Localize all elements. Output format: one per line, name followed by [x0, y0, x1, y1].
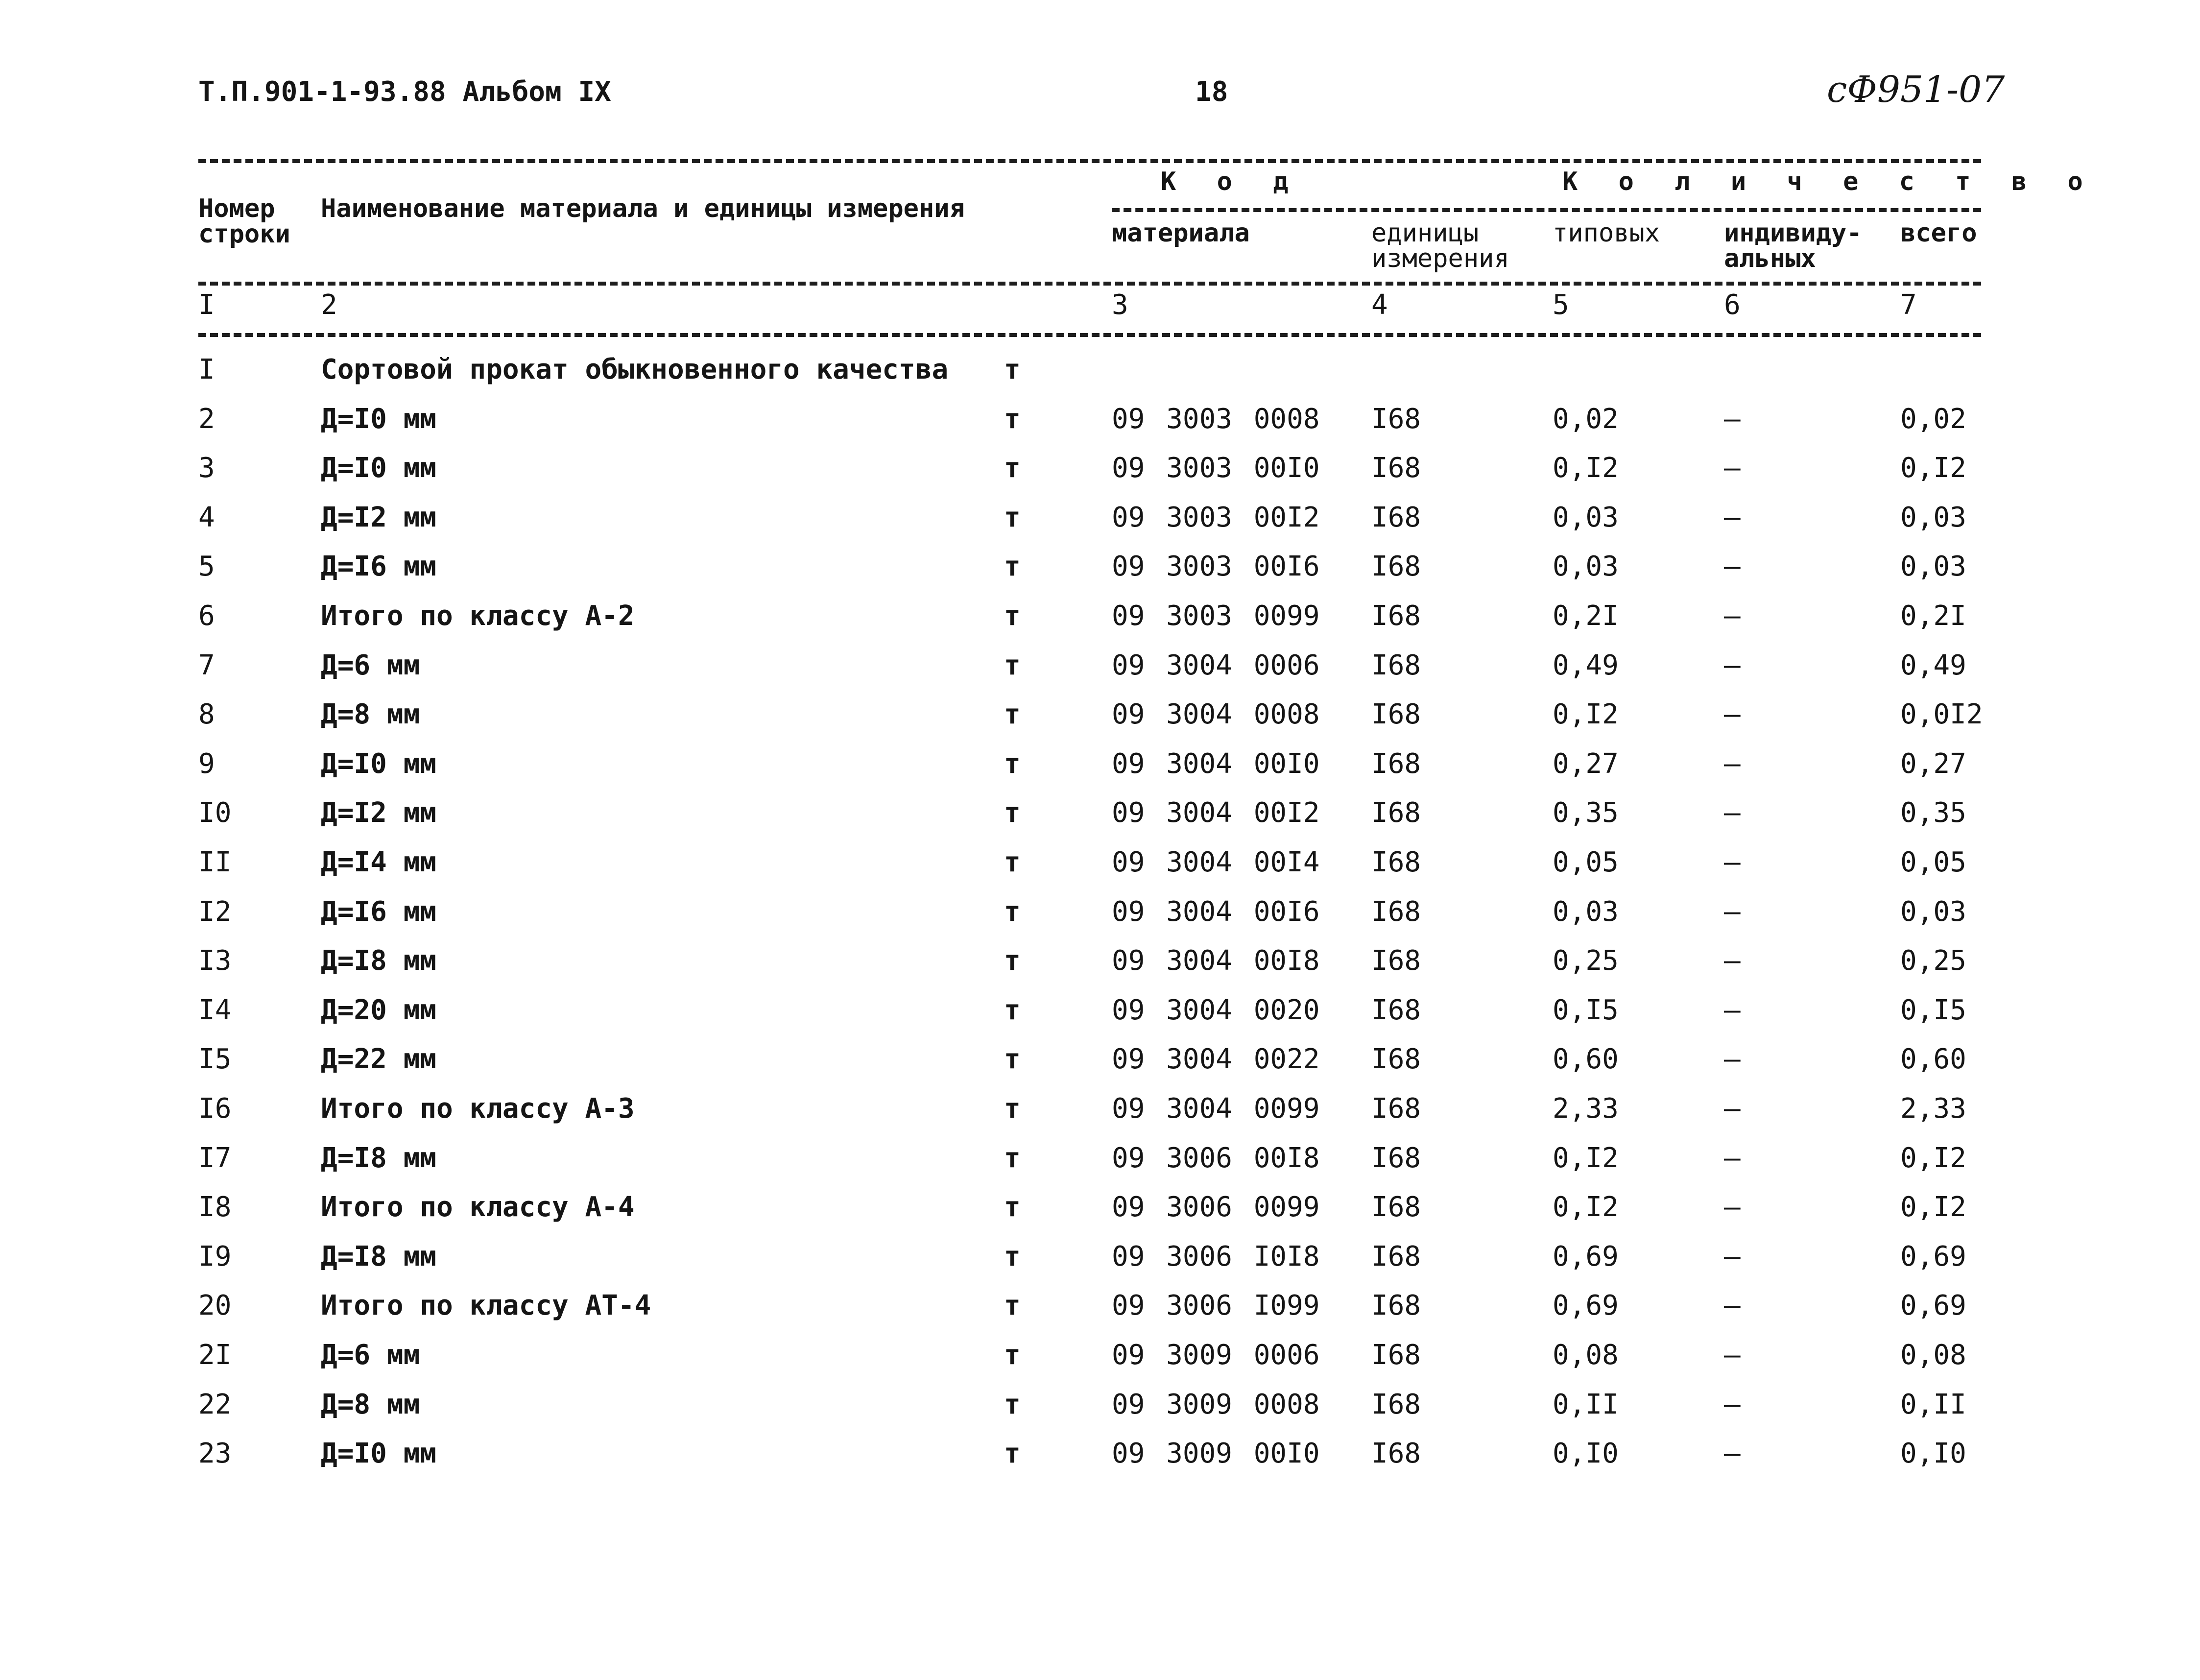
- table-row: [0, 641, 2200, 690]
- table-row: [0, 345, 2200, 394]
- material-code: 09 3003 0099: [1112, 600, 1320, 632]
- col-header-code-unit-line2: измерения: [1371, 244, 1509, 273]
- material-code: 09 3003 00I2: [1112, 501, 1320, 533]
- quantity-typical: 0,03: [1553, 895, 1619, 928]
- col-number-7: 7: [1900, 289, 1917, 321]
- table-row: [0, 1232, 2200, 1281]
- material-code: 09 3004 00I2: [1112, 797, 1320, 829]
- unit-code: I68: [1371, 846, 1421, 878]
- unit-code: I68: [1371, 1191, 1421, 1224]
- material-code: 09 3003 00I0: [1112, 452, 1320, 484]
- material-name: Сортовой прокат обыкновенного качества: [321, 354, 949, 385]
- material-code: 09 3009 0008: [1112, 1388, 1320, 1420]
- col-header-row-no-line1: Номер: [198, 194, 275, 223]
- material-code: 09 3004 0020: [1112, 994, 1320, 1026]
- quantity-total: 0,69: [1900, 1240, 1966, 1272]
- quantity-typical: 0,03: [1553, 551, 1619, 583]
- quantity-typical: 0,03: [1553, 501, 1619, 533]
- quantity-individual: –: [1724, 452, 1741, 484]
- unit-code: I68: [1371, 403, 1421, 435]
- unit-of-measure: т: [1004, 1240, 1021, 1272]
- material-code: 09 3004 00I6: [1112, 895, 1320, 928]
- table-row: [0, 1429, 2200, 1478]
- unit-of-measure: т: [1004, 354, 1021, 385]
- quantity-total: 0,I2: [1900, 1142, 1966, 1174]
- unit-of-measure: т: [1004, 1290, 1021, 1322]
- quantity-total: 0,0I2: [1900, 698, 1983, 731]
- material-name: Д=I4 мм: [321, 846, 437, 878]
- col-number-3: 3: [1112, 289, 1128, 321]
- quantity-typical: 0,05: [1553, 846, 1619, 878]
- material-name: Д=I6 мм: [321, 895, 437, 928]
- unit-code: I68: [1371, 1043, 1421, 1076]
- material-name: Д=22 мм: [321, 1043, 437, 1076]
- unit-of-measure: т: [1004, 1339, 1021, 1371]
- document-id: Т.П.901-1-93.88 Альбом IX: [198, 76, 611, 108]
- material-name: Д=I0 мм: [321, 747, 437, 780]
- unit-code: I68: [1371, 797, 1421, 829]
- quantity-individual: –: [1724, 797, 1741, 829]
- material-name: Д=I6 мм: [321, 551, 437, 583]
- unit-of-measure: т: [1004, 501, 1021, 533]
- table-row: [0, 493, 2200, 542]
- col-header-individual-line1: индивиду-: [1724, 218, 1862, 248]
- material-code: 09 3006 I099: [1112, 1290, 1320, 1322]
- material-name: Д=I0 мм: [321, 403, 437, 435]
- quantity-typical: 0,60: [1553, 1043, 1619, 1076]
- col-header-total: всего: [1900, 218, 1977, 248]
- row-number: 2: [198, 403, 215, 435]
- quantity-typical: 0,69: [1553, 1240, 1619, 1272]
- unit-of-measure: т: [1004, 895, 1021, 928]
- quantity-typical: 0,I2: [1553, 1142, 1619, 1174]
- quantity-individual: –: [1724, 846, 1741, 878]
- col-header-typical: типовых: [1553, 218, 1660, 248]
- unit-code: I68: [1371, 1438, 1421, 1470]
- row-number: 8: [198, 698, 215, 731]
- quantity-total: 0,02: [1900, 403, 1966, 435]
- quantity-typical: 0,35: [1553, 797, 1619, 829]
- unit-of-measure: т: [1004, 1438, 1021, 1470]
- quantity-individual: –: [1724, 747, 1741, 780]
- unit-code: I68: [1371, 698, 1421, 731]
- unit-of-measure: т: [1004, 846, 1021, 878]
- row-number: 4: [198, 501, 215, 533]
- quantity-total: 0,II: [1900, 1388, 1966, 1420]
- row-number: I8: [198, 1191, 232, 1224]
- row-number: 3: [198, 452, 215, 484]
- material-name: Д=I2 мм: [321, 501, 437, 533]
- material-name: Д=I8 мм: [321, 1142, 437, 1174]
- col-header-individual-line2: альных: [1724, 244, 1816, 273]
- material-code: 09 3006 0099: [1112, 1191, 1320, 1224]
- row-number: I4: [198, 994, 232, 1026]
- unit-code: I68: [1371, 551, 1421, 583]
- quantity-total: 0,05: [1900, 846, 1966, 878]
- quantity-individual: –: [1724, 1191, 1741, 1224]
- unit-code: I68: [1371, 1142, 1421, 1174]
- quantity-individual: –: [1724, 600, 1741, 632]
- table-row: [0, 1331, 2200, 1380]
- row-number: I6: [198, 1093, 232, 1125]
- quantity-typical: 2,33: [1553, 1093, 1619, 1125]
- quantity-total: 0,2I: [1900, 600, 1966, 632]
- row-number: 9: [198, 747, 215, 780]
- material-name: Д=6 мм: [321, 649, 420, 681]
- material-name: Итого по классу А-2: [321, 600, 635, 632]
- quantity-total: 0,08: [1900, 1339, 1966, 1371]
- table-row: [0, 1183, 2200, 1232]
- col-number-5: 5: [1553, 289, 1569, 321]
- row-number: I7: [198, 1142, 232, 1174]
- col-number-6: 6: [1724, 289, 1741, 321]
- row-number: I5: [198, 1043, 232, 1076]
- col-header-code-unit-line1: единицы: [1371, 218, 1479, 248]
- unit-of-measure: т: [1004, 797, 1021, 829]
- table-row: [0, 1281, 2200, 1330]
- table-row: [0, 986, 2200, 1035]
- col-number-1: I: [198, 289, 215, 321]
- unit-code: I68: [1371, 895, 1421, 928]
- unit-code: I68: [1371, 747, 1421, 780]
- row-number: 20: [198, 1290, 232, 1322]
- unit-of-measure: т: [1004, 1142, 1021, 1174]
- material-code: 09 3004 0008: [1112, 698, 1320, 731]
- unit-of-measure: т: [1004, 600, 1021, 632]
- quantity-typical: 0,2I: [1553, 600, 1619, 632]
- table-row: [0, 1084, 2200, 1133]
- unit-of-measure: т: [1004, 1093, 1021, 1125]
- quantity-individual: –: [1724, 403, 1741, 435]
- table-row: [0, 690, 2200, 739]
- quantity-typical: 0,49: [1553, 649, 1619, 681]
- material-name: Д=I0 мм: [321, 452, 437, 484]
- unit-code: I68: [1371, 501, 1421, 533]
- table-row: [0, 1380, 2200, 1429]
- quantity-typical: 0,I5: [1553, 994, 1619, 1026]
- row-number: 5: [198, 551, 215, 583]
- material-code: 09 3003 00I6: [1112, 551, 1320, 583]
- material-name: Д=I8 мм: [321, 945, 437, 977]
- row-number: 6: [198, 600, 215, 632]
- unit-code: I68: [1371, 452, 1421, 484]
- col-number-2: 2: [321, 289, 337, 321]
- col-header-code-material: материала: [1112, 218, 1250, 248]
- material-name: Итого по классу А-4: [321, 1191, 635, 1224]
- row-number: I: [198, 354, 215, 385]
- quantity-typical: 0,25: [1553, 945, 1619, 977]
- quantity-individual: –: [1724, 649, 1741, 681]
- material-name: Д=I0 мм: [321, 1438, 437, 1470]
- unit-of-measure: т: [1004, 1043, 1021, 1076]
- row-number: 2I: [198, 1339, 232, 1371]
- quantity-total: 0,25: [1900, 945, 1966, 977]
- row-number: 22: [198, 1388, 232, 1420]
- unit-of-measure: т: [1004, 551, 1021, 583]
- unit-code: I68: [1371, 1388, 1421, 1420]
- material-code: 09 3004 0022: [1112, 1043, 1320, 1076]
- quantity-individual: –: [1724, 1142, 1741, 1174]
- quantity-total: 2,33: [1900, 1093, 1966, 1125]
- material-name: Д=I8 мм: [321, 1240, 437, 1272]
- table-row: [0, 395, 2200, 444]
- unit-of-measure: т: [1004, 403, 1021, 435]
- col-group-code: К о д: [1161, 167, 1301, 196]
- unit-code: I68: [1371, 649, 1421, 681]
- quantity-individual: –: [1724, 1438, 1741, 1470]
- quantity-typical: 0,I0: [1553, 1438, 1619, 1470]
- unit-of-measure: т: [1004, 649, 1021, 681]
- quantity-typical: 0,27: [1553, 747, 1619, 780]
- row-number: I3: [198, 945, 232, 977]
- unit-code: I68: [1371, 994, 1421, 1026]
- quantity-typical: 0,I2: [1553, 452, 1619, 484]
- quantity-total: 0,27: [1900, 747, 1966, 780]
- quantity-individual: –: [1724, 1240, 1741, 1272]
- row-number: I2: [198, 895, 232, 928]
- material-name: Д=8 мм: [321, 1388, 420, 1420]
- material-name: Д=6 мм: [321, 1339, 420, 1371]
- table-row: [0, 740, 2200, 789]
- col-number-4: 4: [1371, 289, 1388, 321]
- unit-code: I68: [1371, 945, 1421, 977]
- quantity-individual: –: [1724, 501, 1741, 533]
- row-number: 23: [198, 1438, 232, 1470]
- quantity-total: 0,49: [1900, 649, 1966, 681]
- quantity-typical: 0,I2: [1553, 1191, 1619, 1224]
- material-code: 09 3009 0006: [1112, 1339, 1320, 1371]
- col-header-name: Наименование материала и единицы измерения: [321, 194, 965, 223]
- material-code: 09 3004 00I4: [1112, 846, 1320, 878]
- quantity-total: 0,69: [1900, 1290, 1966, 1322]
- col-header-row-no-line2: строки: [198, 219, 290, 249]
- quantity-individual: –: [1724, 945, 1741, 977]
- unit-code: I68: [1371, 1290, 1421, 1322]
- unit-of-measure: т: [1004, 452, 1021, 484]
- quantity-typical: 0,08: [1553, 1339, 1619, 1371]
- unit-code: I68: [1371, 1339, 1421, 1371]
- material-code: 09 3003 0008: [1112, 403, 1320, 435]
- quantity-total: 0,35: [1900, 797, 1966, 829]
- unit-of-measure: т: [1004, 994, 1021, 1026]
- row-number: II: [198, 846, 232, 878]
- quantity-individual: –: [1724, 698, 1741, 731]
- table-row: [0, 1035, 2200, 1084]
- material-code: 09 3009 00I0: [1112, 1438, 1320, 1470]
- quantity-total: 0,I2: [1900, 1191, 1966, 1224]
- material-code: 09 3004 00I8: [1112, 945, 1320, 977]
- quantity-individual: –: [1724, 1043, 1741, 1076]
- row-number: 7: [198, 649, 215, 681]
- quantity-individual: –: [1724, 551, 1741, 583]
- unit-code: I68: [1371, 1240, 1421, 1272]
- material-code: 09 3006 I0I8: [1112, 1240, 1320, 1272]
- quantity-typical: 0,69: [1553, 1290, 1619, 1322]
- quantity-total: 0,I0: [1900, 1438, 1966, 1470]
- quantity-total: 0,I2: [1900, 452, 1966, 484]
- table-row: [0, 592, 2200, 641]
- unit-of-measure: т: [1004, 747, 1021, 780]
- unit-of-measure: т: [1004, 945, 1021, 977]
- material-name: Д=8 мм: [321, 698, 420, 731]
- quantity-individual: –: [1724, 1388, 1741, 1420]
- quantity-typical: 0,II: [1553, 1388, 1619, 1420]
- material-name: Д=20 мм: [321, 994, 437, 1026]
- table-row: [0, 888, 2200, 936]
- quantity-individual: –: [1724, 1093, 1741, 1125]
- table-row: [0, 444, 2200, 493]
- quantity-total: 0,03: [1900, 895, 1966, 928]
- material-code: 09 3004 0099: [1112, 1093, 1320, 1125]
- quantity-individual: –: [1724, 994, 1741, 1026]
- handwritten-stamp: сФ951-07: [1827, 69, 2005, 111]
- page-number: 18: [1195, 76, 1228, 108]
- table-row: [0, 838, 2200, 887]
- table-row: [0, 1134, 2200, 1183]
- quantity-total: 0,03: [1900, 501, 1966, 533]
- unit-of-measure: т: [1004, 1388, 1021, 1420]
- table-row: [0, 789, 2200, 838]
- quantity-individual: –: [1724, 1339, 1741, 1371]
- row-number: I9: [198, 1240, 232, 1272]
- quantity-total: 0,03: [1900, 551, 1966, 583]
- material-name: Итого по классу АТ-4: [321, 1290, 651, 1322]
- quantity-typical: 0,I2: [1553, 698, 1619, 731]
- quantity-typical: 0,02: [1553, 403, 1619, 435]
- unit-of-measure: т: [1004, 1191, 1021, 1224]
- quantity-total: 0,60: [1900, 1043, 1966, 1076]
- unit-code: I68: [1371, 600, 1421, 632]
- quantity-individual: –: [1724, 1290, 1741, 1322]
- material-name: Д=I2 мм: [321, 797, 437, 829]
- unit-code: I68: [1371, 1093, 1421, 1125]
- row-number: I0: [198, 797, 232, 829]
- quantity-individual: –: [1724, 895, 1741, 928]
- unit-of-measure: т: [1004, 698, 1021, 731]
- table-row: [0, 542, 2200, 591]
- col-group-quantity: К о л и ч е с т в о: [1562, 167, 2096, 196]
- quantity-total: 0,I5: [1900, 994, 1966, 1026]
- material-name: Итого по классу А-3: [321, 1093, 635, 1125]
- material-code: 09 3006 00I8: [1112, 1142, 1320, 1174]
- material-code: 09 3004 00I0: [1112, 747, 1320, 780]
- table-row: [0, 936, 2200, 985]
- material-code: 09 3004 0006: [1112, 649, 1320, 681]
